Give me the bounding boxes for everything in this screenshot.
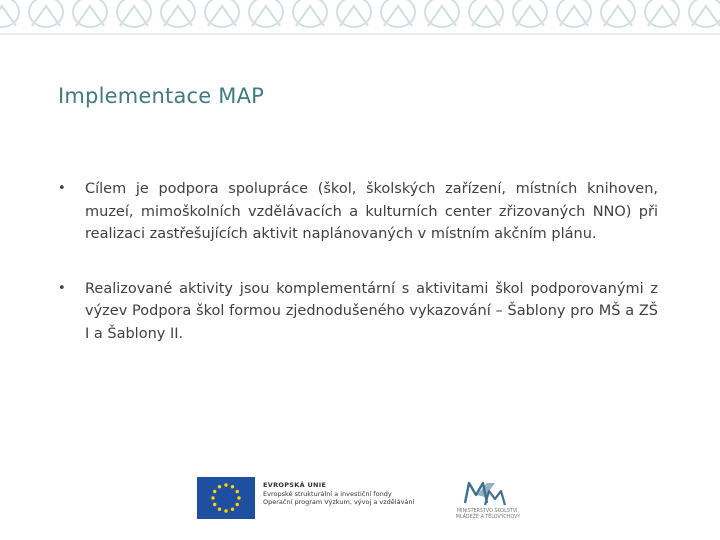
- bullet-marker: •: [58, 280, 66, 296]
- bullet-text: Cílem je podpora spolupráce (škol, školských zařízení, místních knihoven, muzeí, mimoškolních vzdělávacích a kulturních center zřizovaných NNO) při realizaci zastřešujících aktivit naplánovaných v místním akčním plánu.: [85, 181, 658, 242]
- eu-line: Evropské strukturální a investiční fondy: [263, 489, 392, 498]
- eu-flag-icon: [197, 477, 255, 519]
- list-item: [58, 278, 658, 346]
- list-item: [58, 178, 658, 246]
- msmt-logo-text: [443, 509, 533, 521]
- bullet-marker: •: [58, 181, 66, 196]
- eu-logo-text: [263, 481, 414, 507]
- msmt-line: MLÁDEŽE A TĚLOVÝCHOVY: [455, 515, 521, 520]
- bullet-text: Realizované aktivity jsou komplementární s aktivitami škol podporovanými z výzev Podpora škol formou zjednodušeného vykazování – Šablony pro MŠ a ZŠ I a Šablony II.: [85, 280, 658, 342]
- eu-line: EVROPSKÁ UNIE: [263, 481, 327, 489]
- footer-logos: [195, 475, 535, 523]
- eu-line: Operační program Výzkum, vývoj a vzdělávání: [263, 498, 415, 506]
- slide-title: Implementace MAP: [58, 84, 265, 108]
- bullet-list: [58, 178, 658, 377]
- decorative-banner: [0, 0, 720, 36]
- msmt-line: MINISTERSTVO ŠKOLSTVÍ,: [457, 509, 519, 514]
